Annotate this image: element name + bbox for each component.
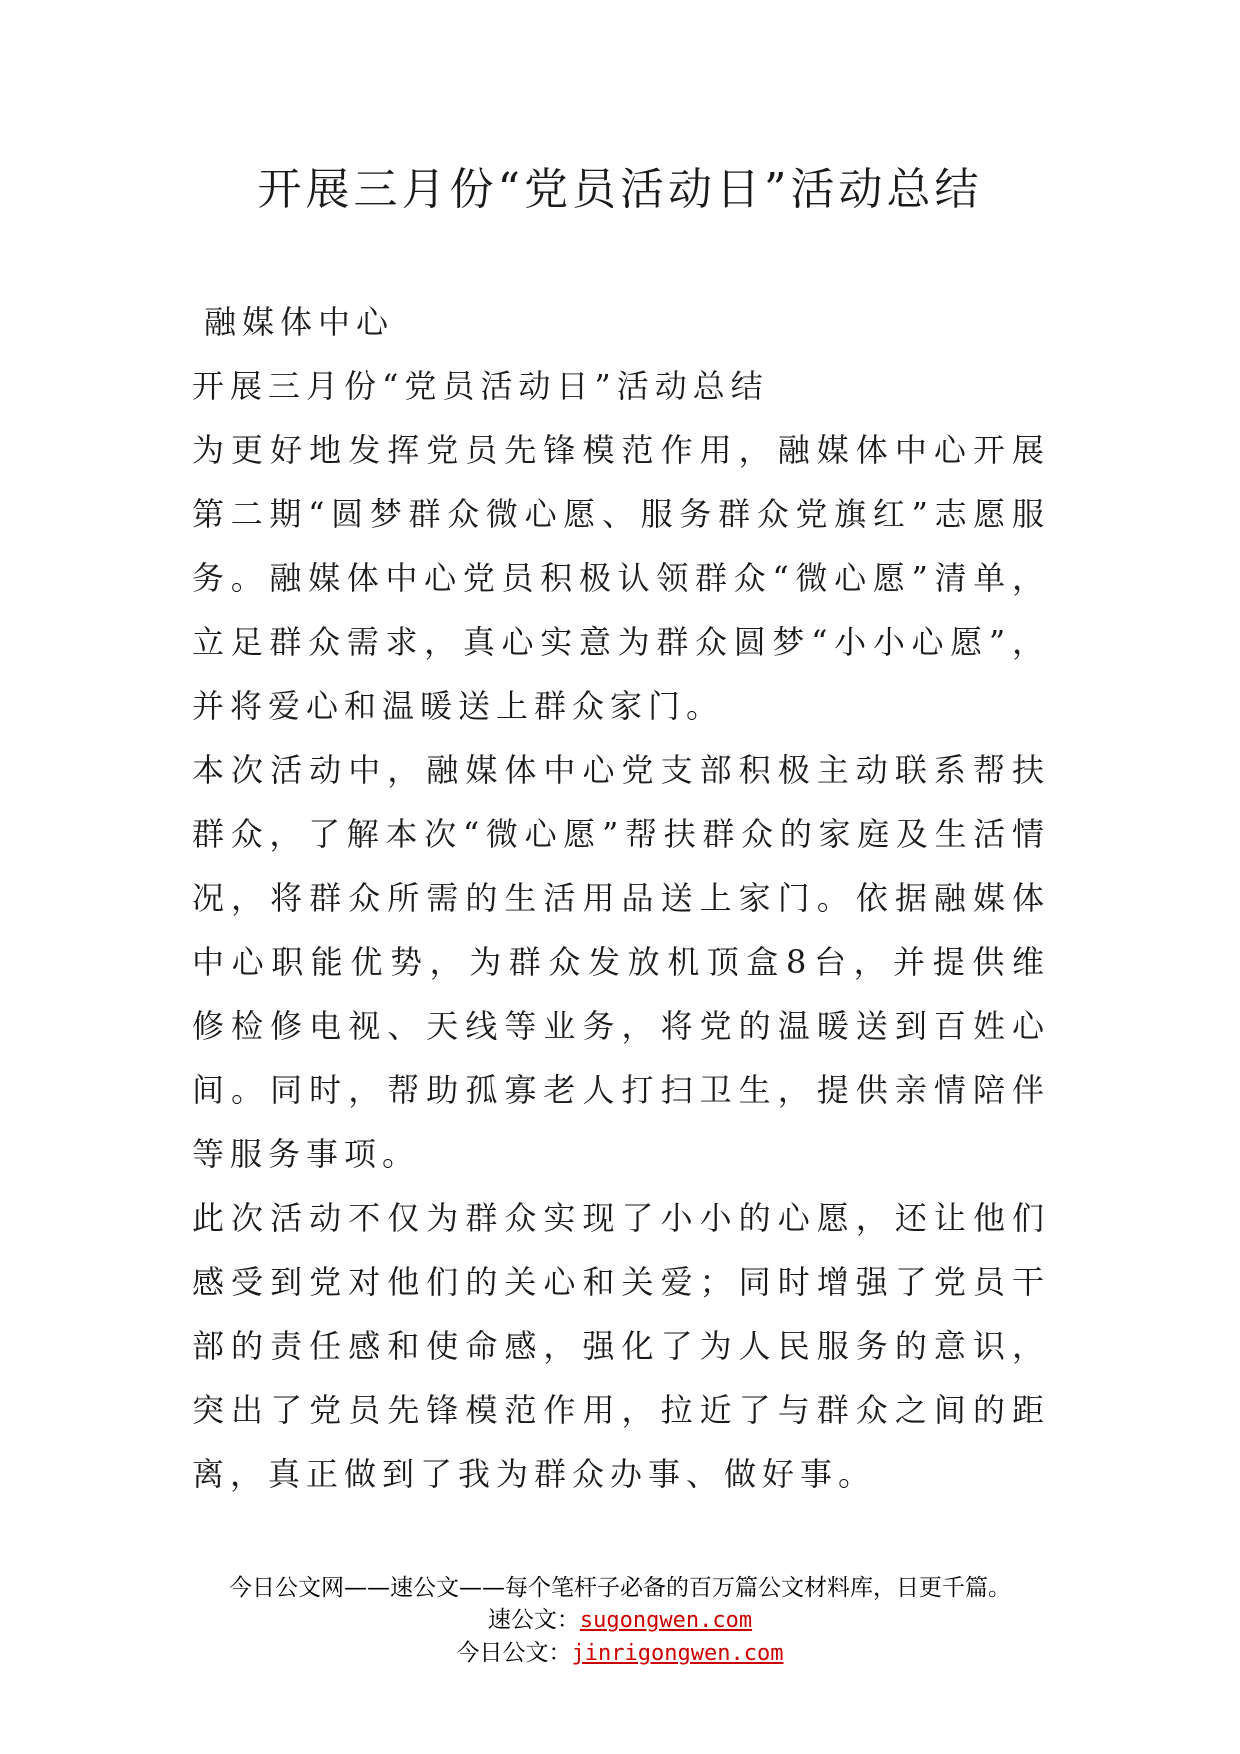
footer-line-sugongwen <box>0 1604 1240 1637</box>
document-title: 开展三月份“党员活动日”活动总结 <box>257 164 983 215</box>
org-name: 融媒体中心 <box>204 303 395 341</box>
document-subtitle: 开展三月份“党员活动日”活动总结 <box>192 367 769 405</box>
footer-line-jinrigongwen <box>0 1637 1240 1670</box>
paragraph-2: 本次活动中，融媒体中心党支部积极主动联系帮扶群众，了解本次“微心愿”帮扶群众的家庭及生活情况，将群众所需的生活用品送上家门。依据融媒体中心职能优势，为群众发放机顶盒8台，并提供维修检修电视、天线等业务，将党的温暖送到百姓心间。同时，帮助孤寡老人打扫卫生，提供亲情陪伴等服务事项。 <box>192 751 1050 1173</box>
footer-tagline: 今日公文网——速公文——每个笔杆子必备的百万篇公文材料库，日更千篇。 <box>229 1575 1011 1601</box>
page-footer <box>0 1572 1240 1670</box>
paragraph-3: 此次活动不仅为群众实现了小小的心愿，还让他们感受到党对他们的关心和关爱；同时增强了党员干部的责任感和使命感，强化了为人民服务的意识，突出了党员先锋模范作用，拉近了与群众之间的距离，真正做到了我为群众办事、做好事。 <box>192 1199 1050 1493</box>
jinrigongwen-link[interactable]: jinrigongwen.com <box>571 1641 784 1666</box>
paragraph-1: 为更好地发挥党员先锋模范作用，融媒体中心开展第二期“圆梦群众微心愿、服务群众党旗红”志愿服务。融媒体中心党员积极认领群众“微心愿”清单，立足群众需求，真心实意为群众圆梦“小小心愿”，并将爱心和温暖送上群众家门。 <box>192 431 1050 725</box>
footer-label-sugongwen: 速公文： <box>487 1607 580 1633</box>
document-body <box>192 290 1050 1506</box>
sugongwen-link[interactable]: sugongwen.com <box>579 1608 753 1633</box>
footer-label-jinrigongwen: 今日公文： <box>456 1640 572 1666</box>
